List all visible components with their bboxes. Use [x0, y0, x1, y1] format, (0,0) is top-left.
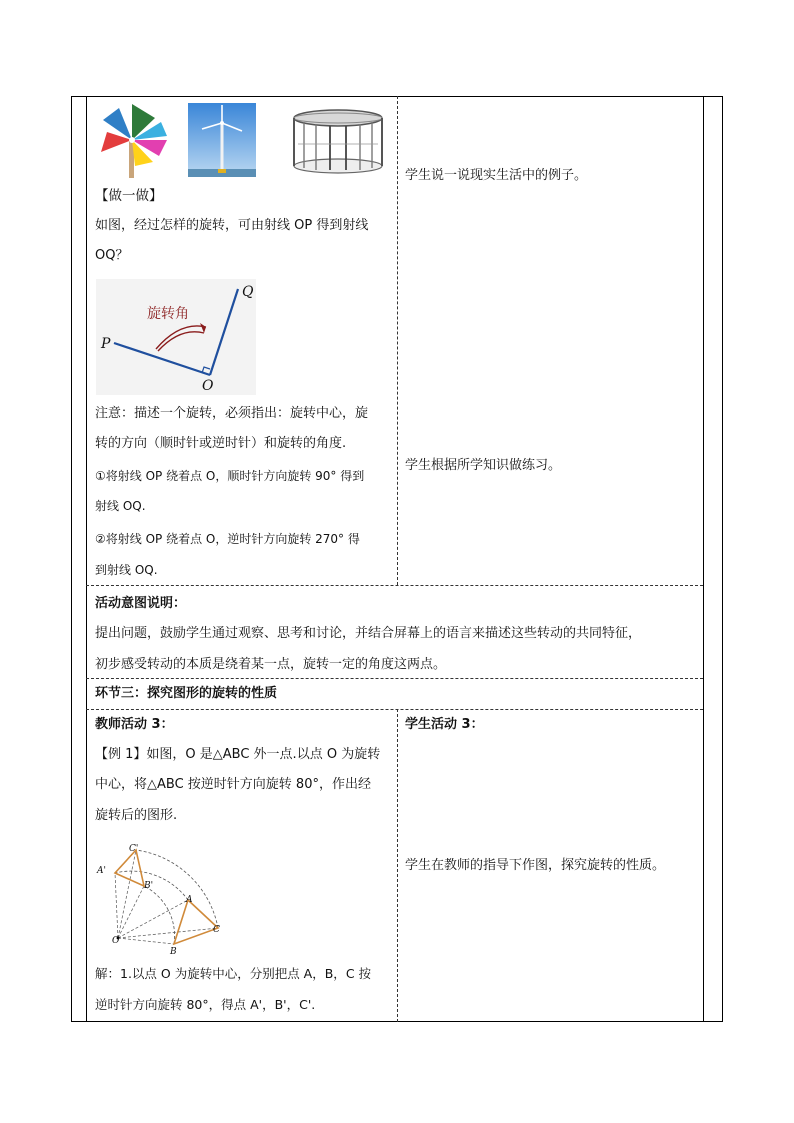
- row-divider-section3: [86, 678, 703, 679]
- fig1-label-angle: 旋转角: [147, 306, 189, 322]
- item1-line-1: ①将射线 OP 绕着点 O，顺时针方向旋转 90° 得到: [95, 469, 365, 483]
- row-divider-activity3: [86, 709, 703, 710]
- question-line-2: OQ？: [95, 248, 129, 263]
- cell-divider-bottom: [397, 709, 398, 1022]
- note-line-1: 注意：描述一个旋转，必须指出：旋转中心，旋: [95, 406, 369, 421]
- fig2-label-b: B: [170, 947, 177, 957]
- solution-line-2: 逆时针方向旋转 80°，得点 A'，B'，C'.: [95, 997, 316, 1012]
- triangle-rotation-figure: [100, 840, 230, 960]
- example-line-3: 旋转后的图形.: [95, 808, 178, 823]
- section3-heading: 环节三：探究图形的旋转的性质: [95, 686, 278, 701]
- row-divider-intent: [86, 585, 703, 586]
- example-line-2: 中心，将△ABC 按逆时针方向旋转 80°，作出经: [95, 777, 371, 792]
- fig1-label-p: P: [101, 336, 111, 352]
- zuo-heading: 【做一做】: [95, 188, 163, 204]
- fig2-label-c1: C': [129, 844, 139, 854]
- table-inner-right-border: [703, 96, 704, 1022]
- item1-line-2: 射线 OQ.: [95, 499, 146, 513]
- fig1-label-q: Q: [242, 284, 254, 300]
- intent-line-1: 提出问题，鼓励学生通过观察、思考和讨论，并结合屏幕上的语言来描述这些转动的共同特征，: [95, 626, 642, 641]
- item2-line-2: 到射线 OQ.: [95, 563, 158, 577]
- note-line-2: 转的方向（顺时针或逆时针）和旋转的角度.: [95, 436, 347, 451]
- intent-line-2: 初步感受转动的本质是绕着某一点，旋转一定的角度这两点。: [95, 657, 447, 672]
- question-line-1: 如图，经过怎样的旋转，可由射线 OP 得到射线: [95, 218, 369, 233]
- student-practice-text: 学生根据所学知识做练习。: [405, 458, 562, 473]
- table-inner-left-border: [86, 96, 87, 1022]
- solution-line-1: 解：1.以点 O 为旋转中心，分别把点 A，B，C 按: [95, 966, 372, 981]
- cell-divider-top: [397, 96, 398, 585]
- rotation-angle-figure: [96, 279, 256, 395]
- intent-heading: 活动意图说明：: [95, 596, 187, 611]
- wind-turbine-image: [188, 103, 256, 177]
- item2-line-1: ②将射线 OP 绕着点 O，逆时针方向旋转 270° 得: [95, 532, 360, 546]
- fig2-label-a1: A': [97, 866, 106, 876]
- fig1-label-o: O: [202, 378, 214, 394]
- pinwheel-image: [97, 100, 172, 178]
- student-examples-text: 学生说一说现实生活中的例子。: [405, 168, 588, 183]
- student3-heading: 学生活动 3：: [405, 717, 484, 732]
- example-line-1: 【例 1】如图，O 是△ABC 外一点.以点 O 为旋转: [95, 747, 381, 762]
- fig2-label-o: O: [112, 936, 120, 946]
- fig2-label-b1: B': [144, 881, 154, 891]
- teacher3-heading: 教师活动 3：: [95, 717, 174, 732]
- revolving-door-image: [290, 108, 386, 174]
- fig2-label-c: C: [213, 925, 220, 935]
- fig2-label-a: A: [186, 895, 193, 905]
- student3-text: 学生在教师的指导下作图，探究旋转的性质。: [405, 858, 666, 873]
